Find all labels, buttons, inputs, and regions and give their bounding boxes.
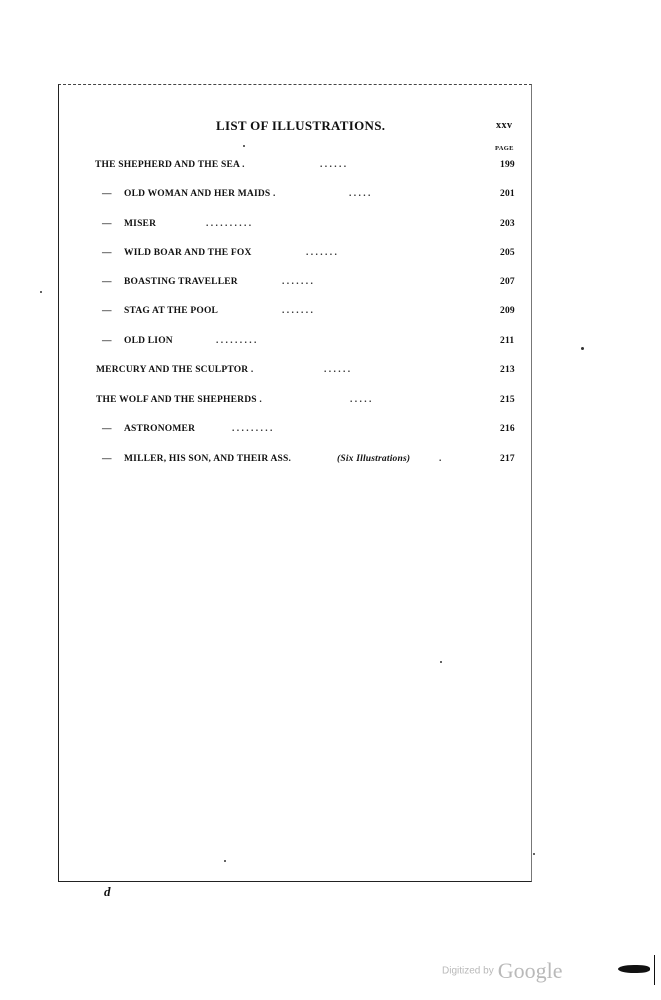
entry-page: 207: [500, 277, 515, 287]
entry-title: THE WOLF AND THE SHEPHERDS .: [96, 395, 262, 405]
ditto-dash: —: [102, 336, 112, 346]
entry-page: 205: [500, 248, 515, 258]
page-frame: [58, 84, 532, 882]
entry-page: 216: [500, 424, 515, 434]
dot-leader: .: [439, 454, 442, 464]
ink-speck: [243, 145, 245, 147]
entry-title: THE SHEPHERD AND THE SEA .: [95, 160, 245, 170]
watermark-logo-text: Google: [497, 958, 563, 983]
dot-leader: . . . . . . . . . .: [206, 219, 252, 229]
signature-mark: d: [104, 884, 111, 899]
entry-title: WILD BOAR AND THE FOX: [124, 248, 252, 258]
page-column-label: PAGE: [495, 145, 514, 152]
entry-title: MERCURY AND THE SCULPTOR .: [96, 365, 254, 375]
entry-title: MILLER, HIS SON, AND THEIR ASS.: [124, 454, 292, 464]
entry-page: 199: [500, 160, 515, 170]
dot-leader: . . . . .: [349, 189, 371, 199]
dot-leader: . . . . .: [350, 395, 372, 405]
ink-speck: [224, 860, 226, 862]
ditto-dash: —: [102, 277, 112, 287]
entry-title: OLD LION: [124, 336, 173, 346]
dot-leader: . . . . . . . . .: [232, 424, 273, 434]
entry-page: 201: [500, 189, 515, 199]
entry-page: 203: [500, 219, 515, 229]
page-edge-line: [654, 955, 655, 985]
ink-speck: [40, 291, 42, 293]
ditto-dash: —: [102, 248, 112, 258]
ink-speck: [440, 661, 442, 663]
dot-leader: . . . . . . . . .: [216, 336, 257, 346]
page-tab-mark: [618, 965, 650, 973]
ditto-dash: —: [102, 306, 112, 316]
entry-page: 213: [500, 365, 515, 375]
dot-leader: . . . . . . .: [306, 248, 337, 258]
entry-title: STAG AT THE POOL: [124, 306, 219, 316]
digitized-watermark: [442, 958, 562, 984]
entry-title: ASTRONOMER: [124, 424, 196, 434]
entry-page: 211: [500, 336, 515, 346]
page-title: LIST OF ILLUSTRATIONS.: [216, 118, 386, 133]
entry-title: BOASTING TRAVELLER: [124, 277, 238, 287]
ditto-dash: —: [102, 189, 112, 199]
running-head: [0, 118, 661, 134]
entry-note: (Six Illustrations): [337, 454, 411, 464]
entry-title: MISER: [124, 219, 157, 229]
ditto-dash: —: [102, 424, 112, 434]
watermark-small-text: Digitized by: [442, 965, 494, 977]
ditto-dash: —: [102, 454, 112, 464]
ink-speck: [581, 347, 584, 350]
ink-speck: [533, 853, 535, 855]
dot-leader: . . . . . .: [324, 365, 351, 375]
entry-page: 217: [500, 454, 515, 464]
page-number: xxv: [496, 120, 513, 131]
entry-page: 215: [500, 395, 515, 405]
ditto-dash: —: [102, 219, 112, 229]
entry-title: OLD WOMAN AND HER MAIDS .: [124, 189, 276, 199]
entry-page: 209: [500, 306, 515, 316]
dot-leader: . . . . . . .: [282, 277, 313, 287]
dot-leader: . . . . . . .: [282, 306, 313, 316]
dot-leader: . . . . . .: [320, 160, 347, 170]
